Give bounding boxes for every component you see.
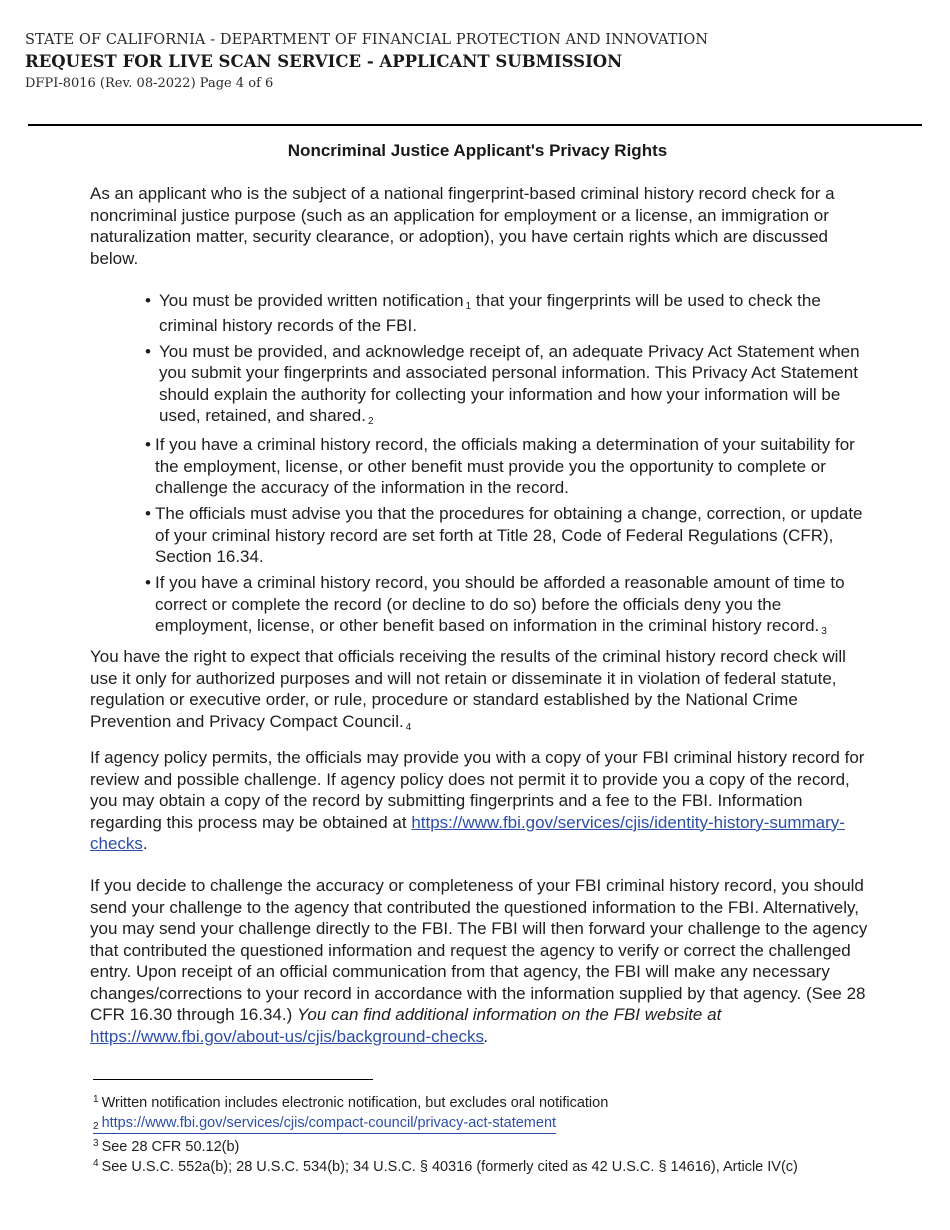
list-item <box>145 290 875 336</box>
right-text: You must be provided, and acknowledge receipt of, an adequate Privacy Act Statement when you submit your fingerprints and associated personal information. This Privacy Act Statement should explain the authority for collecting your information and how your information will be used, retained, and shared. <box>159 341 860 425</box>
footnote-number: 2 <box>93 1121 99 1132</box>
right-text: If you have a criminal history record, the officials making a determination of your suitability for the employment, license, or other benefit must provide you the opportunity to complete or challenge the accuracy of the information in the record. <box>155 435 855 497</box>
footnote-text: See U.S.C. 552a(b); 28 U.S.C. 534(b); 34 U.S.C. § 40316 (formerly cited as 42 U.S.C. § 14616), Article IV(c) <box>101 1159 798 1175</box>
footnotes <box>93 1094 913 1178</box>
footnote-2 <box>93 1115 556 1134</box>
privacy-act-link[interactable]: https://www.fbi.gov/services/cjis/compact-council/privacy-act-statement <box>101 1115 557 1131</box>
footnote-ref[interactable]: 3 <box>821 626 827 637</box>
footnote-text: See 28 CFR 50.12(b) <box>101 1139 240 1155</box>
challenge-paragraph <box>90 875 870 1047</box>
period: . <box>142 834 148 853</box>
list-item <box>145 503 875 568</box>
footnote-4 <box>93 1158 913 1178</box>
footnote-1 <box>93 1094 913 1114</box>
list-item <box>145 572 875 640</box>
bullet-icon: • <box>145 504 151 523</box>
expect-paragraph <box>90 646 870 735</box>
list-item <box>145 434 875 499</box>
copy-paragraph <box>90 747 870 855</box>
footnote-ref[interactable]: 4 <box>405 721 412 733</box>
right-text: The officials must advise you that the procedures for obtaining a change, correction, or update of your criminal history record are set forth at Title 28, Code of Federal Regulations (CFR), Section 16.34. <box>155 504 863 566</box>
intro-paragraph: As an applicant who is the subject of a national fingerprint-based criminal history record check for a noncriminal justice purpose (such as an application for employment or a license, an immigration or naturalization matter, security clearance, or adoption), you have certain rights which are discussed below. <box>90 184 835 268</box>
form-title: REQUEST FOR LIVE SCAN SERVICE - APPLICANT SUBMISSION <box>25 52 623 71</box>
right-text: You must be provided written notification <box>159 291 464 310</box>
bullet-icon: • <box>145 573 151 592</box>
footnote-ref[interactable]: 1 <box>465 301 472 312</box>
identity-history-link[interactable]: https://www.fbi.gov/services/cjis/identity-history-summary-checks <box>90 812 845 853</box>
challenge-text: If you decide to challenge the accuracy or completeness of your FBI criminal history record, you should send your challenge to the agency that contributed the questioned information to the FBI. Alternatively, you may send your challenge directly to the FBI. The FBI will then forward your challenge to the agency that contributed the questioned information and request the agency to verify or correct the challenged entry. Upon receipt of an official communication from that agency, the FBI will make any necessary changes/corrections to your record in accordance with the information supplied by that agency. (See 28 CFR 16.30 through 16.34.) <box>90 876 868 1024</box>
form-number: DFPI-8016 (Rev. 08-2022) Page 4 of 6 <box>25 76 274 91</box>
bullet-icon: • <box>145 291 151 310</box>
rights-list <box>145 290 875 644</box>
section-title: Noncriminal Justice Applicant's Privacy Rights <box>287 141 668 160</box>
period: . <box>484 1026 489 1046</box>
header-divider <box>28 124 922 126</box>
copy-text: If agency policy permits, the officials may provide you with a copy of your FBI criminal history record for review and possible challenge. If agency policy does not permit it to provide you a copy of the record, you may obtain a copy of the record by submitting fingerprints and a fee to the FBI. Information regarding this process may be obtained at <box>90 748 865 832</box>
expect-text: You have the right to expect that officials receiving the results of the criminal history record check will use it only for authorized purposes and will not retain or disseminate it in violation of federal statute, regulation or executive order, or rule, procedure or standard established by the National Crime Prevention and Privacy Compact Council. <box>90 647 846 731</box>
background-checks-link[interactable]: https://www.fbi.gov/about-us/cjis/background-checks <box>90 1026 485 1046</box>
list-item <box>145 341 875 430</box>
agency-name: STATE OF CALIFORNIA - DEPARTMENT OF FINANCIAL PROTECTION AND INNOVATION <box>25 32 709 48</box>
bullet-icon: • <box>145 341 151 361</box>
footnote-number: 3 <box>93 1138 99 1149</box>
bullet-icon: • <box>145 435 151 454</box>
footnote-3 <box>93 1138 913 1158</box>
challenge-italic-text: You can find additional information on the FBI website at <box>296 1005 722 1024</box>
footnote-ref[interactable]: 2 <box>367 416 374 427</box>
right-text-cont: that your fingerprints will be used to check the criminal history records of the FBI. <box>159 291 821 335</box>
footnote-divider <box>93 1079 373 1080</box>
form-header <box>25 31 708 95</box>
footnote-number: 1 <box>93 1094 99 1105</box>
footnote-text: Written notification includes electronic notification, but excludes oral notification <box>101 1095 609 1111</box>
right-text: If you have a criminal history record, you should be afforded a reasonable amount of time to correct or complete the record (or decline to do so) before the officials deny you the employment, license, or other benefit based on information in the criminal history record. <box>155 573 845 635</box>
footnote-number: 4 <box>93 1158 99 1169</box>
